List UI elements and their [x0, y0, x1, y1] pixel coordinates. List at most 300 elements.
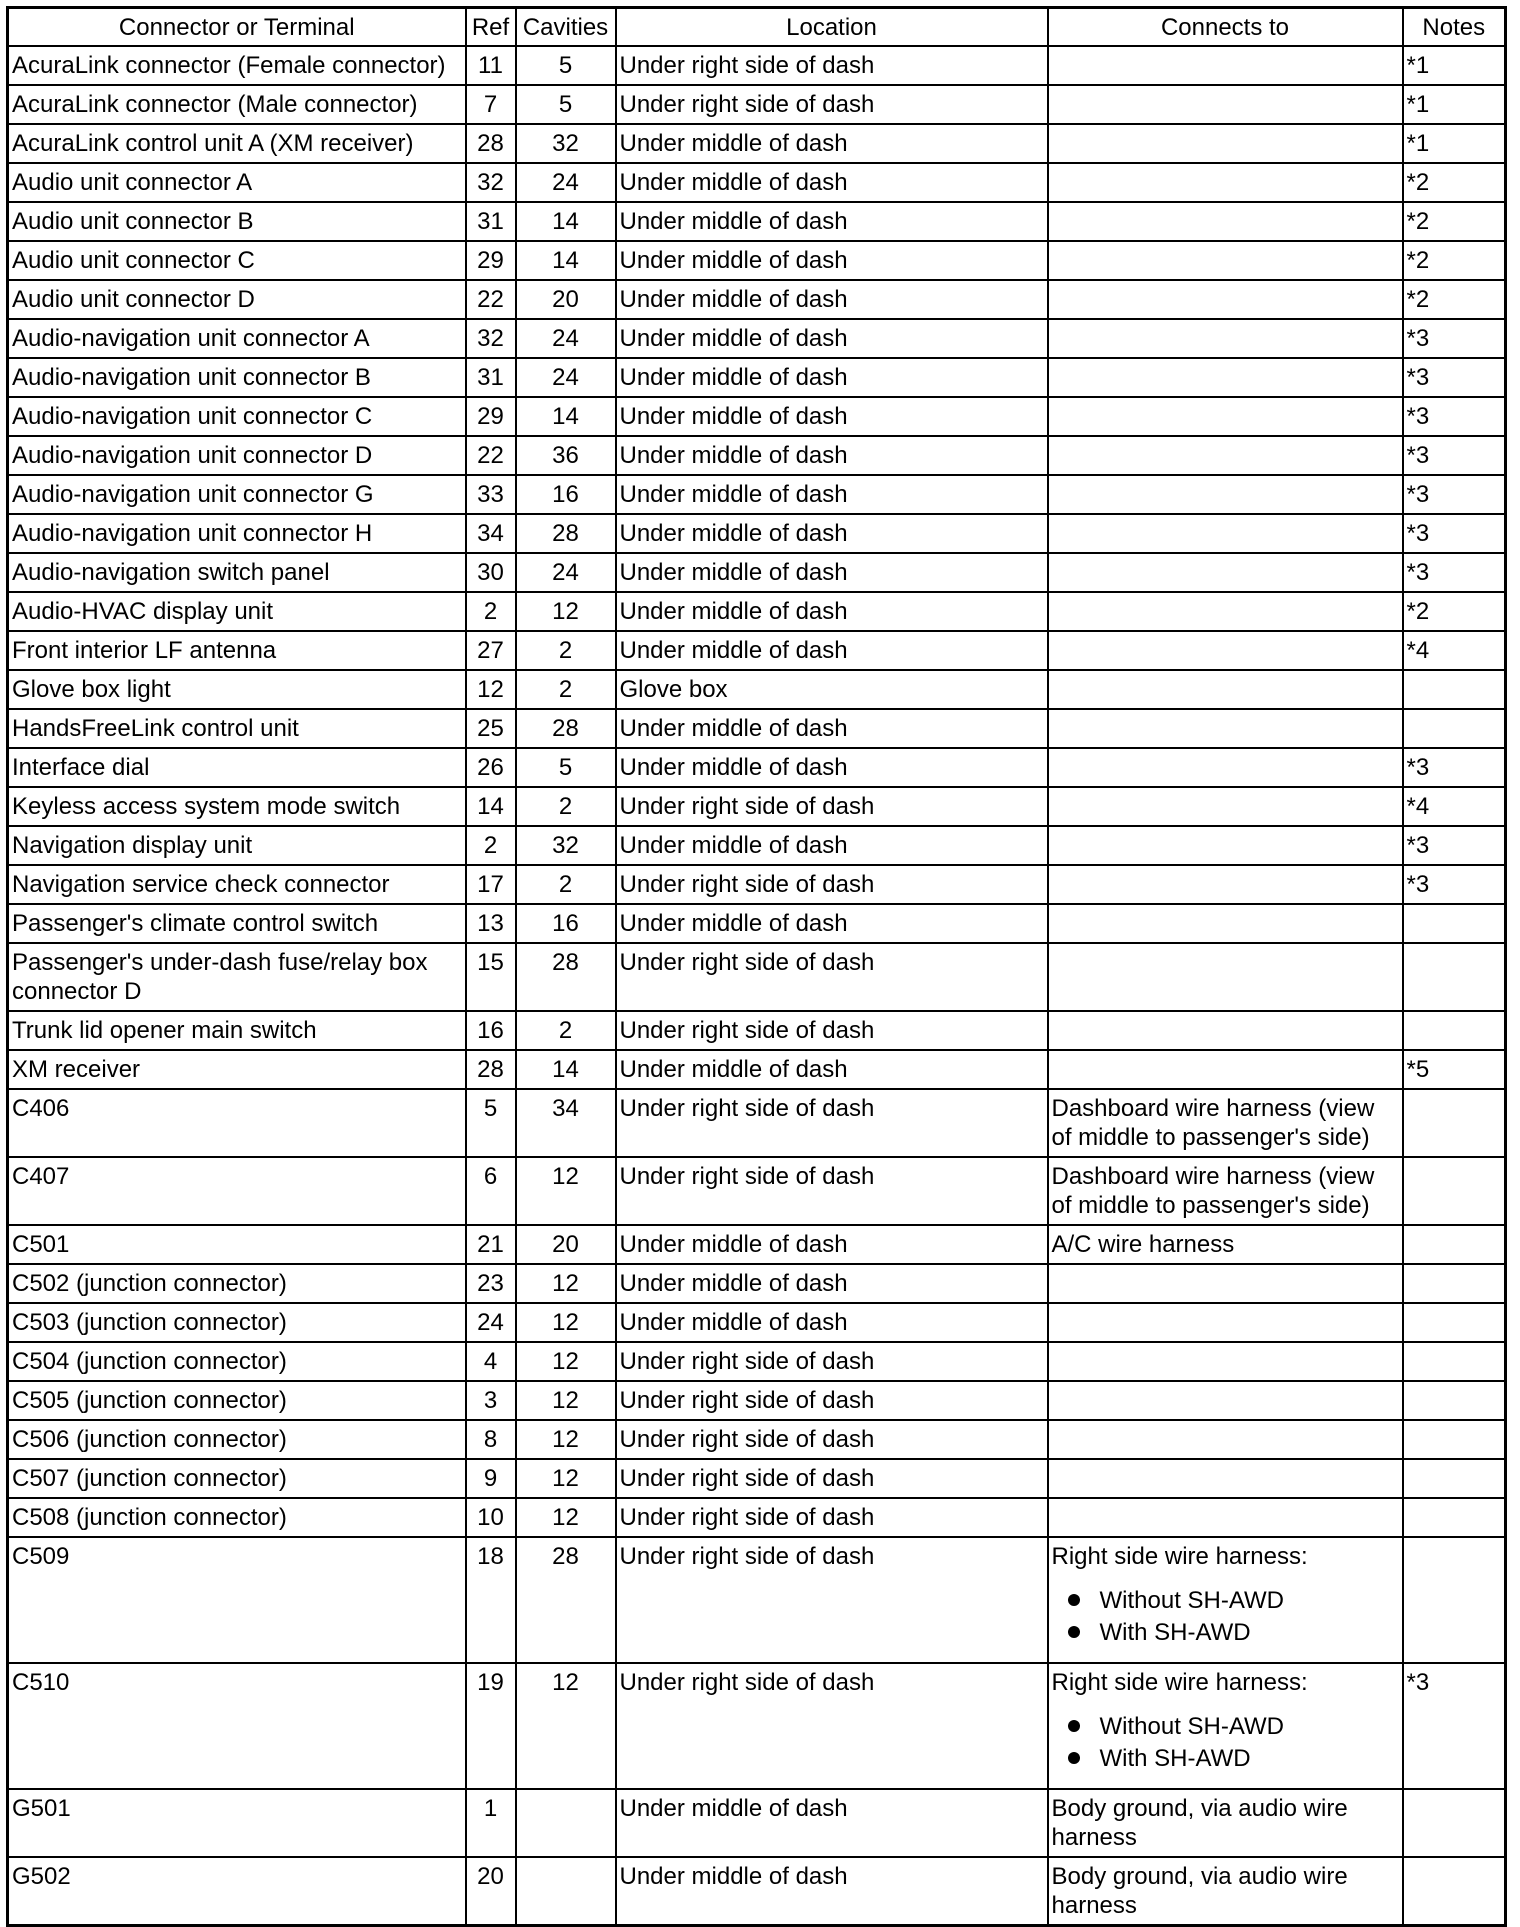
cell-location: [616, 1537, 1048, 1663]
cell-connects-to: [1048, 319, 1403, 358]
cell-location-text: Under right side of dash: [619, 91, 875, 118]
cell-cavities-text: 5: [558, 52, 573, 79]
cell-ref-text: 3: [483, 1387, 498, 1414]
cell-connector-text: Navigation service check connector: [12, 871, 390, 898]
cell-notes: [1403, 826, 1506, 865]
cell-notes-text: *2: [1406, 598, 1430, 625]
cell-ref: [466, 670, 516, 709]
cell-cavities-text: 14: [552, 208, 579, 235]
cell-location-text: Under right side of dash: [619, 1017, 875, 1044]
cell-notes-text: *3: [1406, 403, 1430, 430]
cell-connector: [8, 904, 466, 943]
cell-cavities-text: 2: [558, 1017, 573, 1044]
header-notes: Notes: [1403, 8, 1506, 47]
cell-connector: [8, 319, 466, 358]
cell-ref-text: 21: [477, 1231, 504, 1258]
cell-connects-to: [1048, 1857, 1403, 1926]
cell-connector: [8, 397, 466, 436]
cell-connector-text: Interface dial: [12, 754, 150, 781]
table-body: [8, 46, 1506, 1926]
cell-location-text: Under middle of dash: [619, 754, 848, 781]
cell-location-text: Under right side of dash: [619, 793, 875, 820]
cell-ref: [466, 1264, 516, 1303]
cell-ref-text: 33: [477, 481, 504, 508]
cell-ref: [466, 1381, 516, 1420]
bullet-text: With SH-AWD: [1099, 1619, 1251, 1646]
cell-notes: [1403, 397, 1506, 436]
cell-notes-text: *4: [1406, 793, 1430, 820]
cell-ref: [466, 358, 516, 397]
cell-location-text: Under middle of dash: [619, 1863, 848, 1890]
cell-cavities: [516, 1537, 616, 1663]
cell-ref-text: 12: [477, 676, 504, 703]
cell-cavities: [516, 46, 616, 85]
cell-ref: [466, 1498, 516, 1537]
cell-connector-text: Audio unit connector C: [12, 247, 255, 274]
cell-connects-to-text: A/C wire harness: [1051, 1231, 1235, 1258]
cell-notes: [1403, 748, 1506, 787]
cell-connector-text: C507 (junction connector): [12, 1465, 287, 1492]
cell-location-text: Under middle of dash: [619, 637, 848, 664]
table-row: [8, 1011, 1506, 1050]
header-connector: Connector or Terminal: [8, 8, 466, 47]
cell-notes-text: *3: [1406, 559, 1430, 586]
cell-ref-text: 22: [477, 442, 504, 469]
cell-connects-to: [1048, 46, 1403, 85]
cell-notes-text: *1: [1406, 91, 1430, 118]
cell-ref-text: 14: [477, 793, 504, 820]
cell-connector-text: C510: [12, 1669, 70, 1696]
cell-notes-text: *3: [1406, 364, 1430, 391]
cell-ref: [466, 553, 516, 592]
cell-connector: [8, 241, 466, 280]
cell-location-text: Under right side of dash: [619, 1465, 875, 1492]
cell-connector: [8, 1303, 466, 1342]
cell-ref-text: 28: [477, 1056, 504, 1083]
cell-connector: [8, 1789, 466, 1857]
cell-connector-text: Audio-navigation unit connector G: [12, 481, 374, 508]
cell-connects-to: [1048, 1264, 1403, 1303]
table-row: [8, 1264, 1506, 1303]
table-row: [8, 1089, 1506, 1157]
header-connects-to: Connects to: [1048, 8, 1403, 47]
cell-connector: [8, 631, 466, 670]
cell-cavities-text: 14: [552, 403, 579, 430]
table-row: [8, 1157, 1506, 1225]
cell-cavities-text: 12: [552, 598, 579, 625]
table-row: [8, 397, 1506, 436]
cell-connector: [8, 46, 466, 85]
cell-notes: [1403, 1303, 1506, 1342]
cell-location: [616, 1303, 1048, 1342]
cell-connector: [8, 865, 466, 904]
cell-connector: [8, 202, 466, 241]
cell-cavities-text: 14: [552, 1056, 579, 1083]
cell-connects-to: [1048, 1789, 1403, 1857]
cell-location-text: Under right side of dash: [619, 1348, 875, 1375]
cell-connector: [8, 1011, 466, 1050]
cell-location-text: Under middle of dash: [619, 520, 848, 547]
cell-location-text: Under middle of dash: [619, 208, 848, 235]
cell-location-text: Under middle of dash: [619, 247, 848, 274]
cell-connects-to: [1048, 1050, 1403, 1089]
cell-connector-text: C501: [12, 1231, 70, 1258]
cell-location: [616, 1225, 1048, 1264]
cell-connects-to: [1048, 865, 1403, 904]
table-row: [8, 748, 1506, 787]
cell-notes-text: *2: [1406, 247, 1430, 274]
cell-location: [616, 1264, 1048, 1303]
cell-ref: [466, 163, 516, 202]
cell-connects-to: [1048, 1381, 1403, 1420]
header-location: Location: [616, 8, 1048, 47]
cell-location: [616, 319, 1048, 358]
table-row: [8, 1381, 1506, 1420]
cell-notes: [1403, 1264, 1506, 1303]
cell-ref-text: 25: [477, 715, 504, 742]
cell-connects-to: [1048, 280, 1403, 319]
cell-notes-text: *3: [1406, 754, 1430, 781]
cell-connects-to: [1048, 1420, 1403, 1459]
cell-cavities: [516, 1157, 616, 1225]
cell-connects-to: [1048, 904, 1403, 943]
cell-location-text: Under middle of dash: [619, 403, 848, 430]
cell-cavities: [516, 1857, 616, 1926]
cell-location-text: Under right side of dash: [619, 1669, 875, 1696]
cell-ref: [466, 1459, 516, 1498]
cell-connector: [8, 943, 466, 1011]
cell-notes: [1403, 943, 1506, 1011]
table-row: [8, 1663, 1506, 1789]
cell-location: [616, 904, 1048, 943]
cell-cavities: [516, 1381, 616, 1420]
cell-connector: [8, 1420, 466, 1459]
cell-connects-to: [1048, 553, 1403, 592]
cell-notes: [1403, 1459, 1506, 1498]
cell-connects-to: [1048, 202, 1403, 241]
cell-connector-text: C502 (junction connector): [12, 1270, 287, 1297]
cell-cavities: [516, 631, 616, 670]
cell-cavities-text: 2: [558, 793, 573, 820]
cell-cavities-text: 14: [552, 247, 579, 274]
cell-connects-to: [1048, 1537, 1403, 1663]
cell-ref-text: 19: [477, 1669, 504, 1696]
cell-ref-text: 27: [477, 637, 504, 664]
cell-cavities: [516, 1050, 616, 1089]
cell-location: [616, 553, 1048, 592]
cell-connects-to: [1048, 241, 1403, 280]
cell-cavities-text: 34: [552, 1095, 579, 1122]
cell-connects-to: [1048, 787, 1403, 826]
cell-ref-text: 11: [478, 52, 503, 79]
bullet-text: With SH-AWD: [1099, 1745, 1251, 1772]
cell-connector: [8, 1857, 466, 1926]
cell-notes: [1403, 1663, 1506, 1789]
cell-connects-to: [1048, 1303, 1403, 1342]
cell-connects-to: [1048, 397, 1403, 436]
cell-connector: [8, 475, 466, 514]
cell-ref: [466, 280, 516, 319]
cell-cavities-text: 2: [558, 676, 573, 703]
cell-connects-to: [1048, 748, 1403, 787]
cell-notes: [1403, 163, 1506, 202]
cell-connector-text: Front interior LF antenna: [12, 637, 277, 664]
cell-ref: [466, 1537, 516, 1663]
cell-cavities: [516, 241, 616, 280]
cell-connects-to: [1048, 670, 1403, 709]
cell-location-text: Under middle of dash: [619, 1795, 848, 1822]
cell-location: [616, 1789, 1048, 1857]
cell-notes: [1403, 1381, 1506, 1420]
cell-cavities: [516, 202, 616, 241]
cell-cavities: [516, 1420, 616, 1459]
cell-ref-text: 1: [483, 1795, 498, 1822]
table-row: [8, 1342, 1506, 1381]
cell-location: [616, 1381, 1048, 1420]
cell-cavities: [516, 358, 616, 397]
cell-notes: [1403, 592, 1506, 631]
cell-cavities: [516, 280, 616, 319]
cell-ref-text: 28: [477, 130, 504, 157]
cell-ref: [466, 1342, 516, 1381]
cell-connector: [8, 670, 466, 709]
cell-ref: [466, 748, 516, 787]
cell-connector: [8, 1663, 466, 1789]
cell-notes: [1403, 358, 1506, 397]
cell-ref-text: 32: [477, 169, 504, 196]
cell-location: [616, 1050, 1048, 1089]
cell-cavities: [516, 514, 616, 553]
cell-location-text: Under middle of dash: [619, 910, 848, 937]
cell-notes: [1403, 1011, 1506, 1050]
cell-ref: [466, 475, 516, 514]
cell-connector: [8, 1459, 466, 1498]
table-row: [8, 826, 1506, 865]
cell-connector: [8, 787, 466, 826]
cell-location-text: Under middle of dash: [619, 1309, 848, 1336]
cell-location-text: Under middle of dash: [619, 1231, 848, 1258]
cell-cavities: [516, 124, 616, 163]
cell-notes: [1403, 1498, 1506, 1537]
cell-cavities-text: 20: [552, 1231, 579, 1258]
cell-location-text: Under middle of dash: [619, 325, 848, 352]
table-row: [8, 553, 1506, 592]
cell-connector-text: C407: [12, 1163, 70, 1190]
cell-connector: [8, 1342, 466, 1381]
cell-connector: [8, 1498, 466, 1537]
table-row: [8, 592, 1506, 631]
cell-cavities-text: 28: [552, 715, 579, 742]
cell-location-text: Under right side of dash: [619, 1095, 875, 1122]
cell-connector: [8, 85, 466, 124]
bullet-icon: [1068, 1626, 1080, 1638]
cell-connector: [8, 1089, 466, 1157]
cell-location-text: Under right side of dash: [619, 1543, 875, 1570]
table-row: [8, 514, 1506, 553]
cell-cavities-text: 32: [552, 130, 579, 157]
cell-location: [616, 241, 1048, 280]
cell-cavities-text: 12: [552, 1309, 579, 1336]
cell-cavities: [516, 904, 616, 943]
cell-connects-to-text: Dashboard wire harness (view of middle to passenger's side): [1051, 1163, 1375, 1219]
cell-location: [616, 280, 1048, 319]
table-row: [8, 124, 1506, 163]
table-row: [8, 319, 1506, 358]
cell-connector: [8, 436, 466, 475]
cell-cavities: [516, 1342, 616, 1381]
cell-notes-text: *3: [1406, 871, 1430, 898]
cell-ref-text: 31: [477, 208, 504, 235]
cell-cavities-text: 24: [552, 169, 579, 196]
cell-ref: [466, 124, 516, 163]
bullet-text: Without SH-AWD: [1099, 1713, 1284, 1740]
cell-connector-text: Navigation display unit: [12, 832, 253, 859]
cell-location-text: Under right side of dash: [619, 1387, 875, 1414]
cell-connects-to: [1048, 1498, 1403, 1537]
cell-connects-to: [1048, 163, 1403, 202]
cell-cavities-text: 20: [552, 286, 579, 313]
cell-connector-text: C506 (junction connector): [12, 1426, 287, 1453]
cell-ref-text: 13: [477, 910, 504, 937]
cell-location: [616, 397, 1048, 436]
cell-ref: [466, 904, 516, 943]
cell-notes: [1403, 1157, 1506, 1225]
cell-cavities: [516, 553, 616, 592]
cell-ref-text: 2: [483, 598, 498, 625]
cell-location: [616, 709, 1048, 748]
table-row: [8, 280, 1506, 319]
cell-location-text: Under right side of dash: [619, 871, 875, 898]
cell-connector: [8, 1381, 466, 1420]
cell-cavities-text: 12: [552, 1504, 579, 1531]
cell-ref-text: 5: [483, 1095, 498, 1122]
cell-ref: [466, 1303, 516, 1342]
cell-connector: [8, 592, 466, 631]
cell-connects-to: [1048, 1089, 1403, 1157]
cell-notes-text: *3: [1406, 442, 1430, 469]
table-row: [8, 1225, 1506, 1264]
cell-notes: [1403, 787, 1506, 826]
cell-ref: [466, 943, 516, 1011]
cell-notes-text: *2: [1406, 208, 1430, 235]
table-row: [8, 631, 1506, 670]
cell-connector: [8, 280, 466, 319]
header-cavities: Cavities: [516, 8, 616, 47]
cell-notes-text: *5: [1406, 1056, 1430, 1083]
cell-location-text: Under middle of dash: [619, 559, 848, 586]
cell-notes: [1403, 1342, 1506, 1381]
cell-connector-text: C503 (junction connector): [12, 1309, 287, 1336]
cell-cavities-text: 28: [552, 520, 579, 547]
cell-notes: [1403, 514, 1506, 553]
cell-connector-text: Audio-navigation unit connector B: [12, 364, 371, 391]
table-row: [8, 1537, 1506, 1663]
cell-connector-text: Passenger's climate control switch: [12, 910, 379, 937]
cell-cavities-text: 24: [552, 325, 579, 352]
cell-ref-text: 9: [483, 1465, 498, 1492]
cell-notes: [1403, 1857, 1506, 1926]
cell-connector: [8, 748, 466, 787]
cell-location: [616, 943, 1048, 1011]
cell-location-text: Glove box: [619, 676, 728, 703]
cell-ref-text: 4: [483, 1348, 498, 1375]
cell-location-text: Under middle of dash: [619, 286, 848, 313]
cell-notes: [1403, 124, 1506, 163]
cell-ref-text: 16: [477, 1017, 504, 1044]
table-row: [8, 1459, 1506, 1498]
cell-location: [616, 85, 1048, 124]
cell-notes-text: *4: [1406, 637, 1430, 664]
connector-table-container: [6, 6, 1504, 1927]
cell-location: [616, 163, 1048, 202]
bullet-icon: [1068, 1594, 1080, 1606]
cell-ref-text: 8: [483, 1426, 498, 1453]
cell-cavities-text: 12: [552, 1348, 579, 1375]
cell-location: [616, 787, 1048, 826]
cell-location-text: Under right side of dash: [619, 52, 875, 79]
cell-location: [616, 46, 1048, 85]
cell-ref: [466, 397, 516, 436]
cell-connects-to: [1048, 709, 1403, 748]
bullet-item: [1068, 1711, 1399, 1743]
cell-cavities-text: 24: [552, 559, 579, 586]
cell-connector: [8, 514, 466, 553]
table-row: [8, 1857, 1506, 1926]
cell-connector-text: C508 (junction connector): [12, 1504, 287, 1531]
connects-bullet-list: [1052, 1711, 1399, 1775]
cell-connects-to: [1048, 1342, 1403, 1381]
cell-connector-text: AcuraLink connector (Female connector): [12, 52, 446, 79]
cell-location-text: Under middle of dash: [619, 598, 848, 625]
cell-cavities: [516, 1011, 616, 1050]
cell-ref: [466, 787, 516, 826]
cell-location-text: Under middle of dash: [619, 832, 848, 859]
cell-connector-text: Audio-navigation unit connector D: [12, 442, 373, 469]
cell-connects-to: [1048, 436, 1403, 475]
cell-connector-text: Audio-navigation switch panel: [12, 559, 330, 586]
cell-connector: [8, 553, 466, 592]
bullet-item: [1068, 1585, 1399, 1617]
cell-location-text: Under middle of dash: [619, 481, 848, 508]
cell-notes: [1403, 46, 1506, 85]
cell-location: [616, 670, 1048, 709]
table-row: [8, 202, 1506, 241]
table-row: [8, 436, 1506, 475]
cell-notes-text: *2: [1406, 169, 1430, 196]
cell-cavities-text: 32: [552, 832, 579, 859]
cell-ref: [466, 1089, 516, 1157]
cell-connects-to: [1048, 124, 1403, 163]
cell-cavities: [516, 1225, 616, 1264]
cell-ref-text: 29: [477, 403, 504, 430]
cell-connects-to: [1048, 826, 1403, 865]
cell-connects-to: [1048, 1663, 1403, 1789]
cell-cavities-text: 28: [552, 949, 579, 976]
header-row: [8, 8, 1506, 47]
cell-connector-text: Audio unit connector D: [12, 286, 255, 313]
table-row: [8, 358, 1506, 397]
cell-connector-text: C505 (junction connector): [12, 1387, 287, 1414]
cell-connector-text: C504 (junction connector): [12, 1348, 287, 1375]
cell-connector: [8, 1264, 466, 1303]
cell-cavities-text: 28: [552, 1543, 579, 1570]
cell-cavities-text: 5: [558, 754, 573, 781]
table-row: [8, 1498, 1506, 1537]
cell-location: [616, 865, 1048, 904]
cell-connector-text: Glove box light: [12, 676, 171, 703]
cell-connector-text: Audio-navigation unit connector C: [12, 403, 373, 430]
cell-ref-text: 7: [483, 91, 498, 118]
